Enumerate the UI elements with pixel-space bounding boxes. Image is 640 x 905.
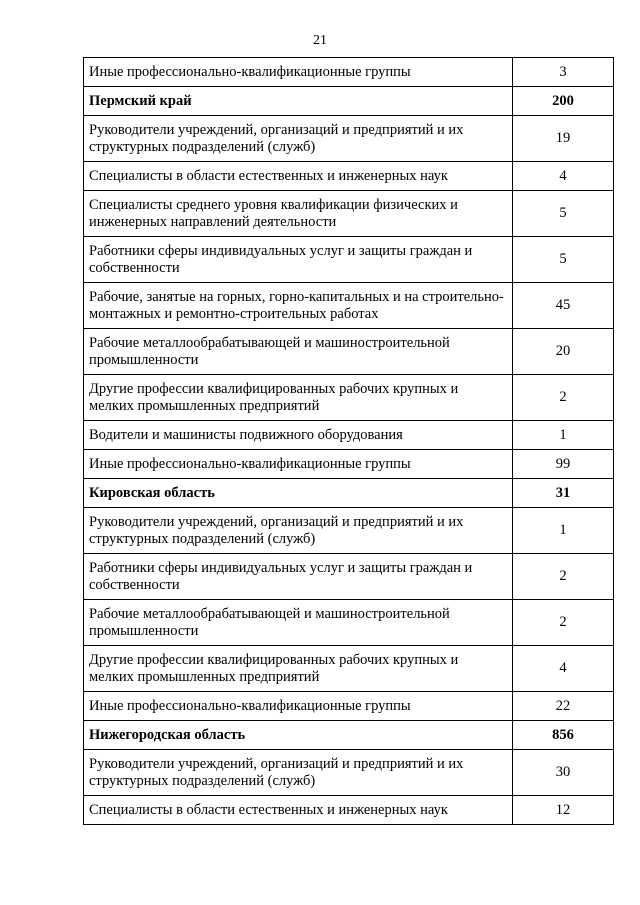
table-row	[84, 554, 614, 600]
row-value: 1	[513, 421, 614, 450]
table-row	[84, 750, 614, 796]
row-label: Руководители учреждений, организаций и предприятий и их структурных подразделений (служб)	[84, 508, 513, 554]
row-label: Рабочие, занятые на горных, горно-капитальных и на строительно-монтажных и ремонтно-строительных работах	[84, 283, 513, 329]
row-value: 19	[513, 116, 614, 162]
table-row	[84, 600, 614, 646]
occupation-table	[83, 57, 614, 825]
table-row	[84, 796, 614, 825]
table-row	[84, 375, 614, 421]
table-row	[84, 329, 614, 375]
table-row	[84, 692, 614, 721]
region-row	[84, 721, 614, 750]
row-value: 5	[513, 237, 614, 283]
region-row	[84, 87, 614, 116]
row-label: Руководители учреждений, организаций и предприятий и их структурных подразделений (служб)	[84, 116, 513, 162]
row-value: 1	[513, 508, 614, 554]
row-value: 5	[513, 191, 614, 237]
row-value: 2	[513, 600, 614, 646]
row-value: 12	[513, 796, 614, 825]
row-value: 3	[513, 58, 614, 87]
region-total: 200	[513, 87, 614, 116]
row-value: 45	[513, 283, 614, 329]
region-name: Нижегородская область	[84, 721, 513, 750]
row-label: Рабочие металлообрабатывающей и машиностроительной промышленности	[84, 329, 513, 375]
table-row	[84, 237, 614, 283]
region-total: 31	[513, 479, 614, 508]
table-row	[84, 191, 614, 237]
row-label: Руководители учреждений, организаций и предприятий и их структурных подразделений (служб)	[84, 750, 513, 796]
row-label: Иные профессионально-квалификационные группы	[84, 692, 513, 721]
row-value: 20	[513, 329, 614, 375]
region-name: Пермский край	[84, 87, 513, 116]
row-value: 22	[513, 692, 614, 721]
row-value: 30	[513, 750, 614, 796]
table-row	[84, 508, 614, 554]
row-value: 2	[513, 375, 614, 421]
row-label: Специалисты среднего уровня квалификации физических и инженерных направлений деятельности	[84, 191, 513, 237]
table-row	[84, 283, 614, 329]
region-name: Кировская область	[84, 479, 513, 508]
row-label: Работники сферы индивидуальных услуг и защиты граждан и собственности	[84, 237, 513, 283]
table-row	[84, 162, 614, 191]
region-total: 856	[513, 721, 614, 750]
row-label: Другие профессии квалифицированных рабочих крупных и мелких промышленных предприятий	[84, 646, 513, 692]
row-value: 99	[513, 450, 614, 479]
row-value: 4	[513, 646, 614, 692]
table-row	[84, 450, 614, 479]
table-row	[84, 58, 614, 87]
row-label: Работники сферы индивидуальных услуг и защиты граждан и собственности	[84, 554, 513, 600]
row-label: Иные профессионально-квалификационные группы	[84, 450, 513, 479]
row-label: Иные профессионально-квалификационные группы	[84, 58, 513, 87]
row-value: 2	[513, 554, 614, 600]
row-label: Специалисты в области естественных и инженерных наук	[84, 162, 513, 191]
page-number: 21	[313, 33, 327, 48]
row-label: Водители и машинисты подвижного оборудования	[84, 421, 513, 450]
row-label: Рабочие металлообрабатывающей и машиностроительной промышленности	[84, 600, 513, 646]
row-label: Специалисты в области естественных и инженерных наук	[84, 796, 513, 825]
row-value: 4	[513, 162, 614, 191]
region-row	[84, 479, 614, 508]
table-row	[84, 646, 614, 692]
row-label: Другие профессии квалифицированных рабочих крупных и мелких промышленных предприятий	[84, 375, 513, 421]
table-row	[84, 116, 614, 162]
table-row	[84, 421, 614, 450]
